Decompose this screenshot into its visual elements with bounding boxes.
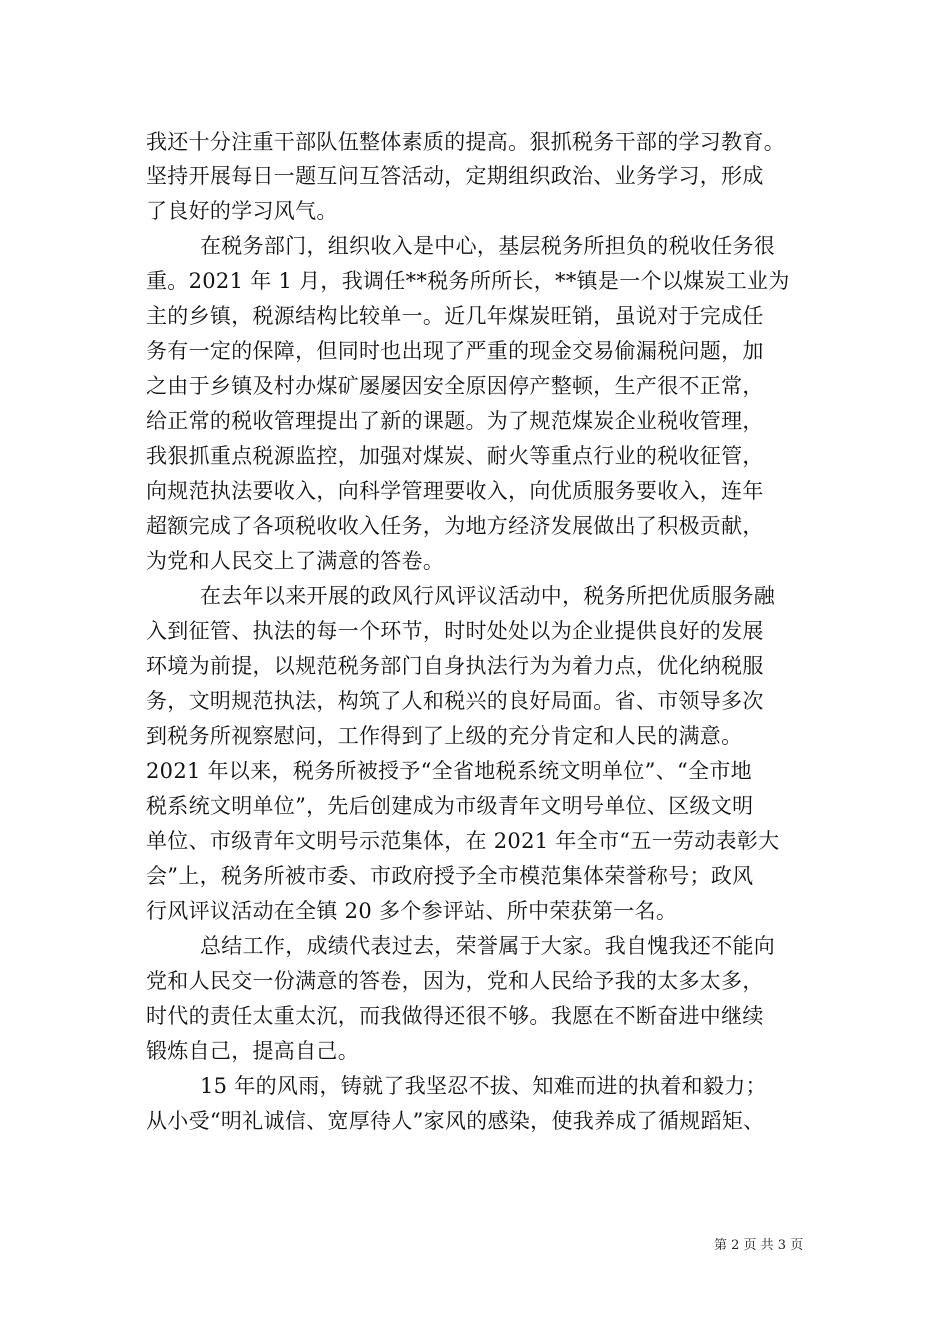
text-line: 时代的责任太重太沉，而我做得还很不够。我愿在不断奋进中继续 <box>146 1004 764 1028</box>
page-number-footer: 第 2 页 共 3 页 <box>714 1238 804 1253</box>
text-line: 2021 年以来，税务所被授予“全省地税系统文明单位”、“全市地 <box>146 759 752 783</box>
text-line: 务有一定的保障，但同时也出现了严重的现金交易偷漏税问题，加 <box>146 339 764 363</box>
text-line: 税系统文明单位”，先后创建成为市级青年文明号单位、区级文明 <box>146 794 754 818</box>
text-line: 给正常的税收管理提出了新的课题。为了规范煤炭企业税收管理， <box>146 409 764 433</box>
text-line: 党和人民交一份满意的答卷，因为，党和人民给予我的太多太多， <box>146 969 764 993</box>
text-line: 从小受“明礼诚信、宽厚待人”家风的感染，使我养成了循规蹈矩、 <box>146 1109 765 1133</box>
text-line: 为党和人民交上了满意的答卷。 <box>146 549 445 573</box>
text-line: 超额完成了各项税收收入任务，为地方经济发展做出了积极贡献， <box>146 514 764 538</box>
text-line: 向规范执法要收入，向科学管理要收入，向优质服务要收入，连年 <box>146 479 764 503</box>
text-line: 坚持开展每日一题互问互答活动，定期组织政治、业务学习，形成 <box>146 164 764 188</box>
text-line: 锻炼自己，提高自己。 <box>146 1039 359 1063</box>
text-line: 之由于乡镇及村办煤矿屡屡因安全原因停产整顿，生产很不正常， <box>146 374 764 398</box>
paragraph-start-line: 总结工作，成绩代表过去，荣誉属于大家。我自愧我还不能向 <box>200 934 776 958</box>
text-line: 主的乡镇，税源结构比较单一。近几年煤炭旺销，虽说对于完成任 <box>146 304 764 328</box>
text-line: 到税务所视察慰问，工作得到了上级的充分肯定和人民的满意。 <box>146 724 743 748</box>
paragraph-start-line: 在去年以来开展的政风行风评议活动中，税务所把优质服务融 <box>200 584 776 608</box>
text-line: 我狠抓重点税源监控，加强对煤炭、耐火等重点行业的税收征管， <box>146 444 764 468</box>
paragraph-start-line: 15 年的风雨，铸就了我坚忍不拔、知难而进的执着和毅力； <box>200 1074 767 1098</box>
text-line: 务，文明规范执法，构筑了人和税兴的良好局面。省、市领导多次 <box>146 689 764 713</box>
text-line: 环境为前提，以规范税务部门自身执法行为为着力点，优化纳税服 <box>146 654 764 678</box>
text-line: 入到征管、执法的每一个环节，时时处处以为企业提供良好的发展 <box>146 619 764 643</box>
text-line: 了良好的学习风气。 <box>146 199 338 223</box>
text-line: 行风评议活动在全镇 20 多个参评站、所中荣获第一名。 <box>146 899 678 923</box>
text-line: 重。2021 年 1 月，我调任**税务所所长，**镇是一个以煤炭工业为 <box>146 269 790 293</box>
text-line: 我还十分注重干部队伍整体素质的提高。狠抓税务干部的学习教育。 <box>146 130 785 154</box>
text-line: 会”上，税务所被市委、市政府授予全市模范集体荣誉称号；政风 <box>146 864 754 888</box>
paragraph-start-line: 在税务部门，组织收入是中心，基层税务所担负的税收任务很 <box>200 234 776 258</box>
text-line: 单位、市级青年文明号示范集体，在 2021 年全市“五一劳动表彰大 <box>146 829 780 853</box>
